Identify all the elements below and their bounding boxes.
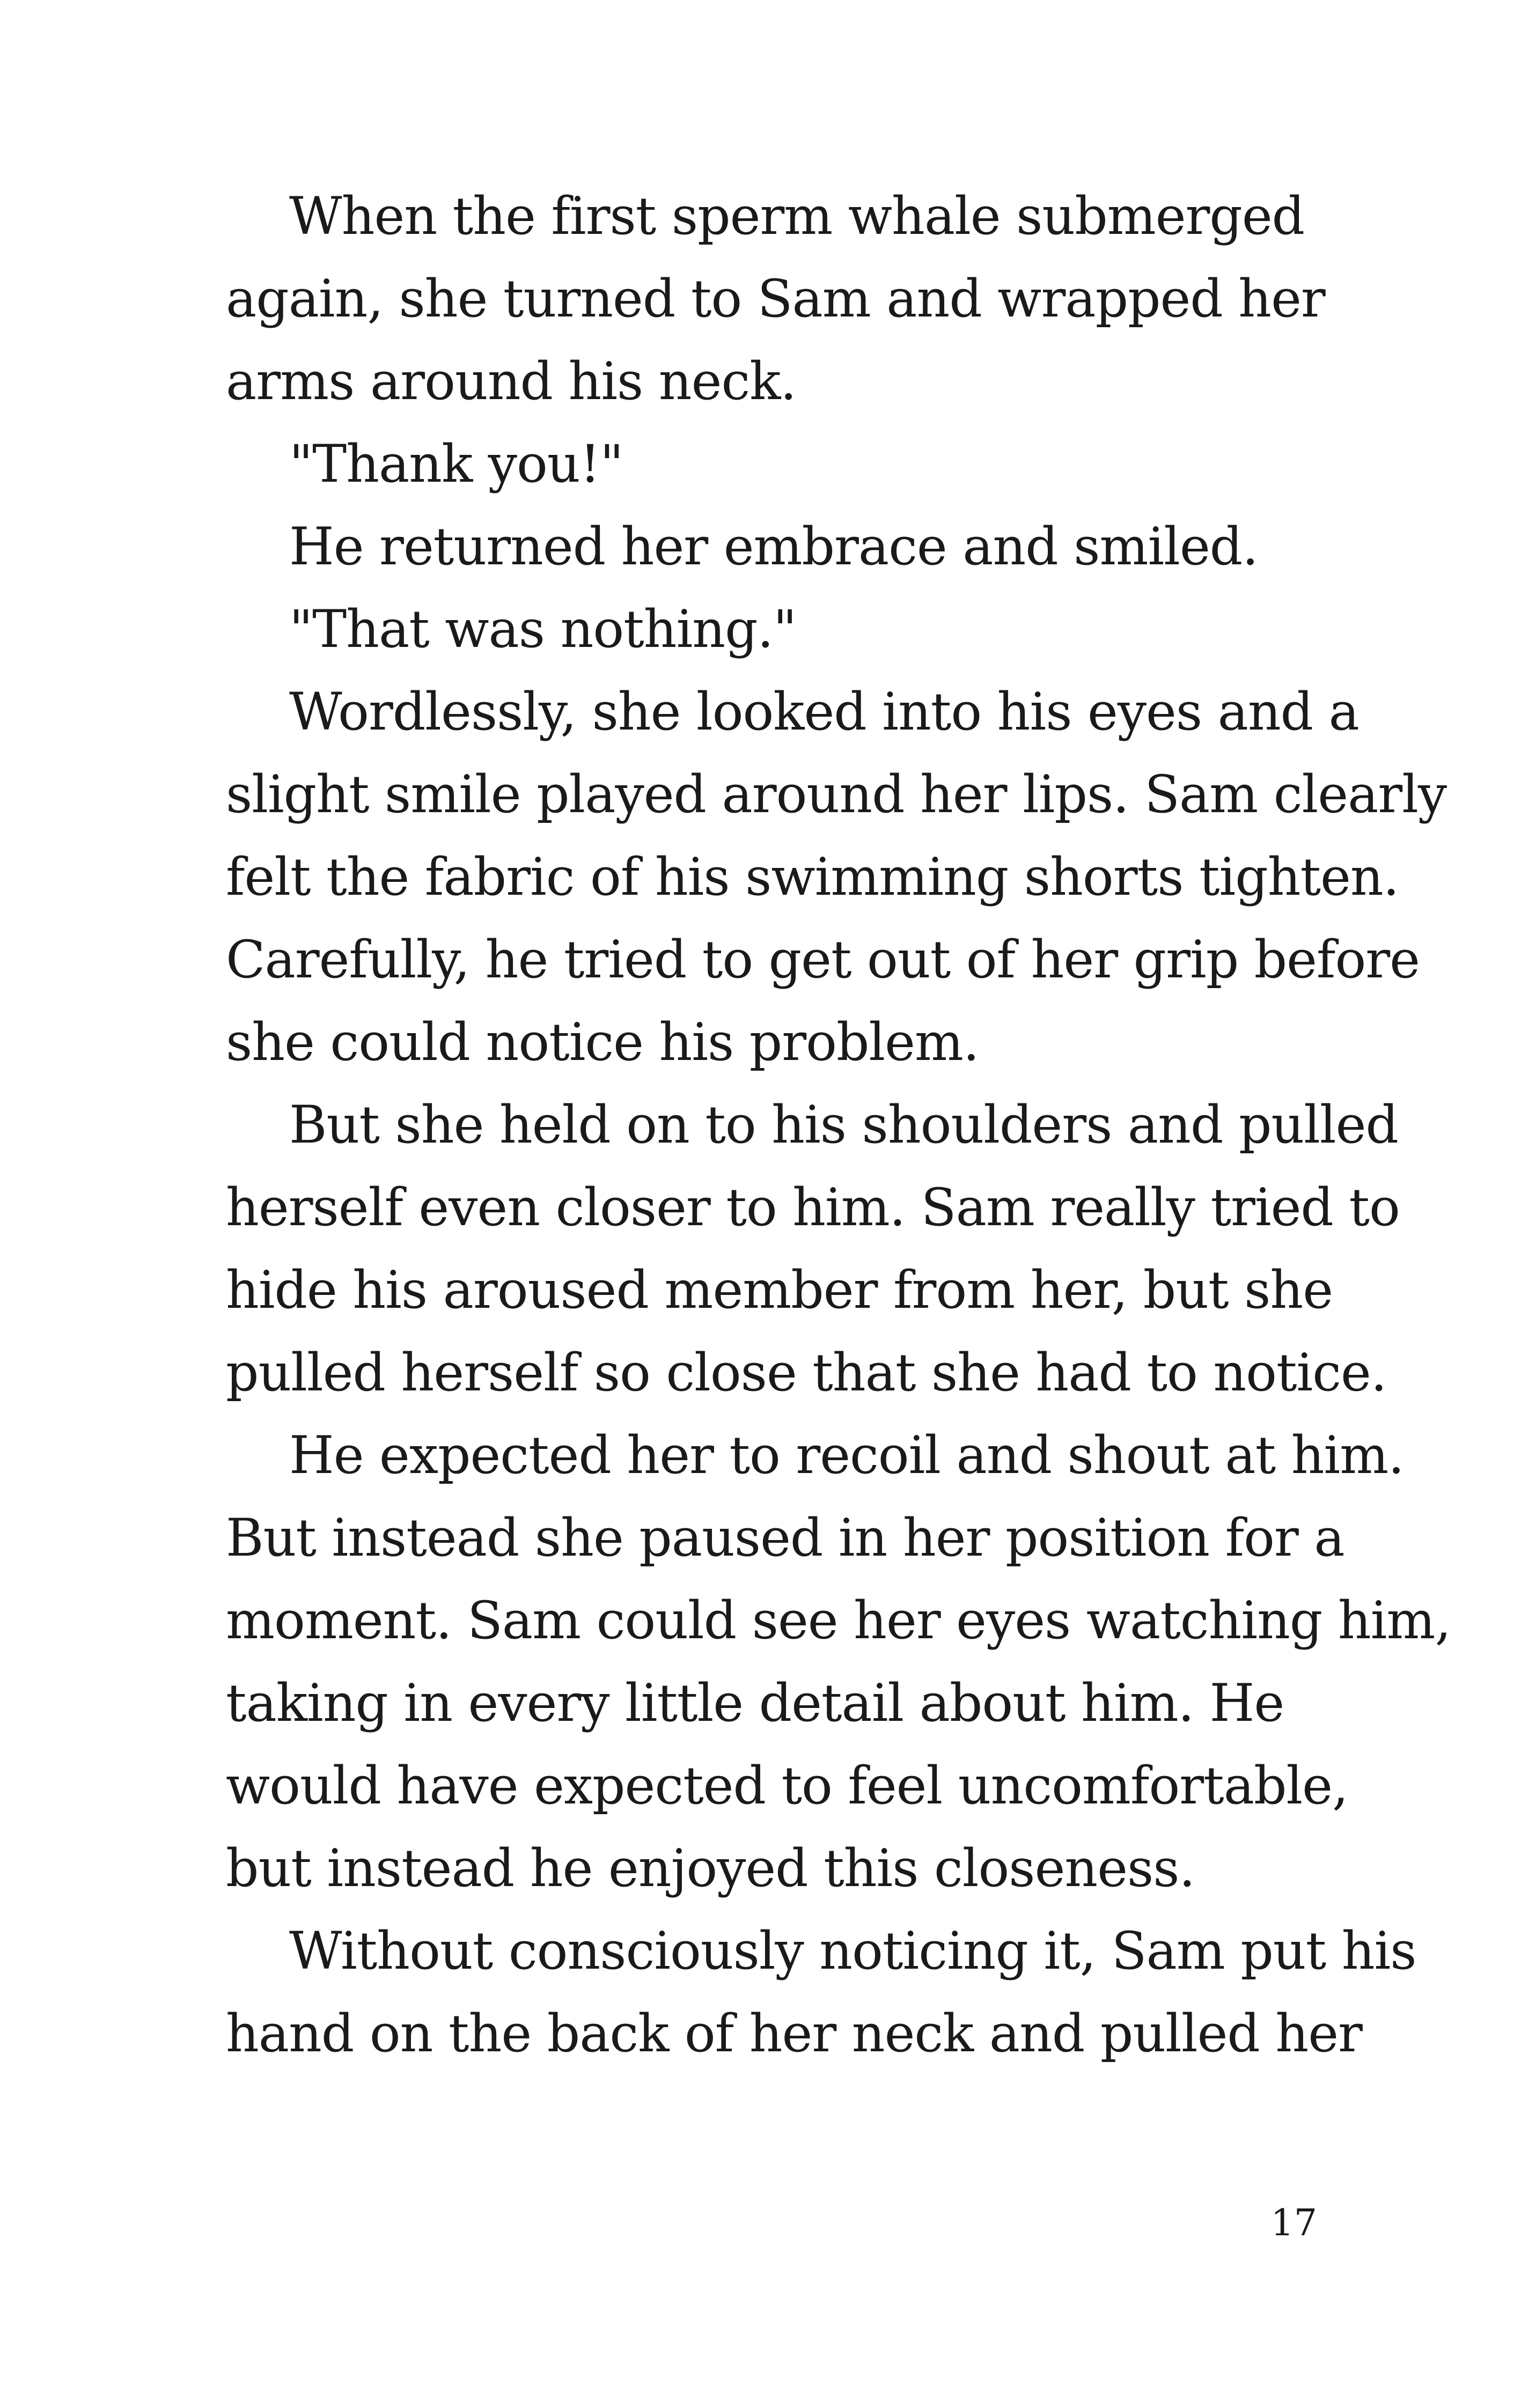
text-line: slight smile played around her lips. Sam clearly [226, 764, 1447, 824]
body-text [226, 175, 1451, 2075]
text-line: He returned her embrace and smiled. [289, 517, 1258, 577]
text-line: He expected her to recoil and shout at him. [289, 1425, 1404, 1485]
text-line: felt the fabric of his swimming shorts tighten. [226, 847, 1399, 907]
text-line: but instead he enjoyed this closeness. [226, 1838, 1195, 1898]
text-line: Without consciously noticing it, Sam put his [289, 1921, 1416, 1981]
page-number: 17 [1270, 2202, 1317, 2244]
text-line: she could notice his problem. [226, 1012, 979, 1072]
text-line: taking in every little detail about him. He [226, 1673, 1284, 1733]
text-line: pulled herself so close that she had to notice. [226, 1343, 1387, 1403]
text-line: arms around his neck. [226, 351, 796, 411]
text-line: hide his aroused member from her, but she [226, 1260, 1333, 1320]
text-line: would have expected to feel uncomfortable, [226, 1756, 1348, 1816]
text-line: "That was nothing." [289, 599, 797, 659]
text-line: "Thank you!" [289, 434, 623, 494]
text-line: But she held on to his shoulders and pulled [289, 1095, 1398, 1155]
text-line: herself even closer to him. Sam really tried to [226, 1177, 1400, 1238]
text-line: hand on the back of her neck and pulled her [226, 2004, 1362, 2064]
text-line: When the first sperm whale submerged [289, 186, 1305, 246]
text-line: Carefully, he tried to get out of her grip before [226, 930, 1420, 990]
text-line: again, she turned to Sam and wrapped her [226, 269, 1325, 329]
text-line: moment. Sam could see her eyes watching him, [226, 1590, 1451, 1651]
text-line: But instead she paused in her position for a [226, 1508, 1344, 1568]
text-line: Wordlessly, she looked into his eyes and a [289, 682, 1359, 742]
